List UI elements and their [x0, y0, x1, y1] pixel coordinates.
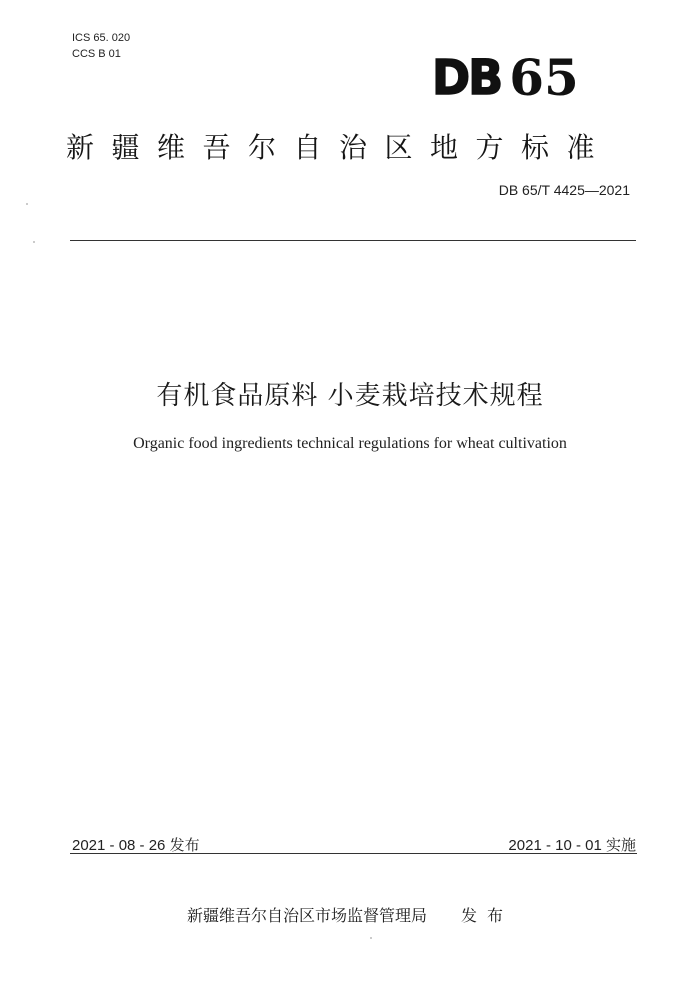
document-title-chinese: 有机食品原料 小麦栽培技术规程	[156, 381, 544, 411]
bottom-divider	[70, 853, 637, 854]
db-logo	[432, 47, 579, 107]
scan-speck	[370, 937, 372, 939]
issuer-action: 发布	[461, 906, 514, 925]
issuing-authority	[0, 903, 700, 926]
ics-code: ICS 65. 020	[72, 32, 131, 44]
db-logo-letters: DB	[432, 48, 502, 106]
standard-category-title: 新疆维吾尔自治区地方标准	[66, 131, 613, 164]
ccs-code: CCS B 01	[72, 48, 121, 60]
classification-codes	[72, 30, 130, 62]
scan-speck	[33, 241, 35, 243]
issuer-name: 新疆维吾尔自治区市场监督管理局	[186, 906, 427, 925]
top-divider	[70, 240, 636, 241]
standard-number: DB 65/T 4425—2021	[498, 182, 630, 198]
db-logo-number: 65	[509, 47, 579, 107]
document-title-english: Organic food ingredients technical regulations for wheat cultivation	[133, 435, 567, 452]
scan-speck	[26, 203, 28, 205]
implementation-date: 2021 - 10 - 01 实施	[508, 837, 636, 854]
issue-date: 2021 - 08 - 26 发布	[72, 837, 200, 854]
